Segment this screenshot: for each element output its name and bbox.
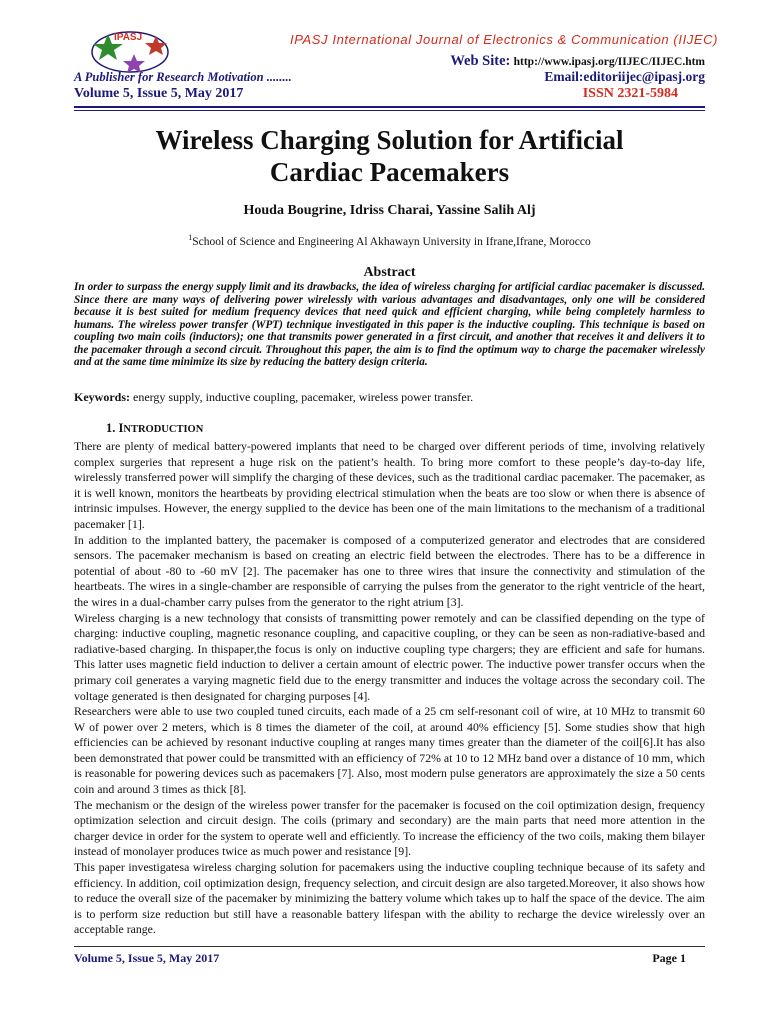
logo-text: IPASJ — [114, 32, 143, 43]
paragraph: This paper investigatesa wireless charging solution for pacemakers using the inductive coupling technique because of its safety and efficiency. In addition, coil optimization design, frequency selection, and circuit design are also targeted.Moreover, it also shows how to reduce the overall size of the pacemaker by minimizing the battery volume which takes up to half the space of the device. The aim is to perform size reduction but still have a reasonable battery lifespan with the ability to recharge the device wirelessly over an acceptable range. — [74, 860, 705, 937]
issn: ISSN 2321-5984 — [582, 86, 678, 101]
affiliation — [74, 233, 705, 248]
affiliation-marker: 1 — [188, 233, 193, 242]
abstract-body: In order to surpass the energy supply limit and its drawbacks, the idea of wireless charging for artificial cardiac pacemaker is discussed. Since there are many ways of delivering power wirelessly with various advantages and disadvantages, only one will be considered because it is best suited for medium frequency devices that need quick and efficient charging, while being completely harmless to humans. The wireless power transfer (WPT) technique investigated in this paper is the inductive coupling. This technique is based on coupling two main coils (inductors); one that transmits power generated in a first circuit, and another that receives it and delivers it to the pacemaker through a second circuit. Throughout this paper, the aim is to find the optimum way to charge the pacemaker wirelessly and at the same time minimize its size by reducing the battery design criteria. — [74, 281, 705, 368]
keywords-text: energy supply, inductive coupling, pacemaker, wireless power transfer. — [130, 390, 474, 404]
page-number: Page 1 — [652, 951, 686, 965]
paragraph: In addition to the implanted battery, the pacemaker is composed of a computerized generator and electrodes that are considered sensors. The pacemaker mechanism is based on creating an electric field between the electrodes. There has to be a difference in potential of about -80 to -60 mV [2]. The pacemaker has one to three wires that insure the connectivity and stimulation of the heartbeats. The wires in a single-chamber are responsible of carrying the pulses from the generator to the right ventricle of the heart, the wires in a dual-chamber carry pulses from the generator to the right atrium [3]. — [74, 532, 705, 609]
editor-email[interactable]: Email:editoriijec@ipasj.org — [544, 69, 705, 84]
keywords — [74, 390, 705, 404]
header-divider — [74, 106, 705, 108]
paragraph: Wireless charging is a new technology that consists of transmitting power remotely and can be classified depending on the type of charging: inductive coupling, magnetic resonance coupling, and capacitive coupling, or they can be seen as non-radiative-based and radiative-based charging. In thispaper,the focus is only on inductive coupling type chargers; they are efficient and safe for humans. This latter uses magnetic field induction to deliver a certain amount of electric power. The inductive power transfer occurs when the primary coil generates a varying magnetic field due to the energy transmitter and induces the voltage across the secondary coil. The voltage generated is then designated for charging purposes [4]. — [74, 610, 705, 703]
publisher-tagline: A Publisher for Research Motivation ........ — [74, 70, 292, 84]
footer-divider — [74, 946, 705, 947]
header-divider-thin — [74, 110, 705, 111]
keywords-label: Keywords: — [74, 390, 130, 404]
website-label: Web Site: — [450, 53, 511, 69]
website-url[interactable]: http://www.ipasj.org/IIJEC/IIJEC.htm — [513, 56, 705, 68]
paper-title-line-1: Wireless Charging Solution for Artificial — [155, 125, 624, 155]
section-heading-introduction — [106, 421, 203, 436]
paper-title-line-2: Cardiac Pacemakers — [269, 157, 510, 187]
section-title: NTRODUCTION — [123, 424, 204, 435]
section-number: 1. I — [106, 421, 124, 435]
header-volume: Volume 5, Issue 5, May 2017 — [74, 86, 244, 101]
paper-title — [74, 124, 705, 188]
affiliation-text: School of Science and Engineering Al Akhawayn University in Ifrane,Ifrane, Morocco — [192, 235, 591, 248]
paragraph: Researchers were able to use two coupled tuned circuits, each made of a 25 cm self-resonant coil of wire, at 10 MHz to transmit 60 W of power over 2 meters, which is 8 times the diameter of the coil, at around 40% efficiency [5]. Some studies show that high efficiencies can be achieved by resonant inductive coupling at ranges many times greater than the diameter of the coil[6].It has also been demonstrated that power could be transmitted with an efficiency of 72% at 10 to 12 MHz band over a distance of 10 mm, which is reasonable for powering devices such as pacemakers [7]. Also, most modern pulse generators are approximately the size a 50 cents coin and around 3 times as thick [8]. — [74, 704, 705, 797]
footer-volume: Volume 5, Issue 5, May 2017 — [74, 951, 220, 965]
journal-title: IPASJ International Journal of Electronics & Communication (IIJEC) — [290, 32, 719, 47]
paragraph: The mechanism or the design of the wireless power transfer for the pacemaker is focused on the coil optimization design, frequency optimization selection and circuit design. The coils (primary and secondary) are the main parts that need more attention in the charger device in order for the system to operate well and efficiently. To increase the efficiency of the two coils, making them bilayer instead of monolayer produces twice as much power and resistance [9]. — [74, 797, 705, 859]
author-list: Houda Bougrine, Idriss Charai, Yassine Salih Alj — [243, 203, 536, 218]
website-line — [450, 53, 705, 70]
abstract-heading: Abstract — [363, 265, 416, 280]
paragraph: There are plenty of medical battery-powered implants that need to be charged over different periods of time, involving relatively complex surgeries that represent a huge risk on the patient’s health. To bring more comfort to these people’s day-to-day life, wirelessly transferred power will simplify the charging of these devices, such as the traditional cardiac pacemaker. The pacemaker, as it is well known, monitors the heartbeats by providing electrical stimulation when the beats are too slow or when there is absence of intrinsic impulses. However, the energy supplied to the device has been one of the main limitations to the mechanism of a traditional pacemaker [1]. — [74, 439, 705, 531]
introduction-body — [74, 439, 705, 938]
journal-header — [0, 0, 768, 110]
